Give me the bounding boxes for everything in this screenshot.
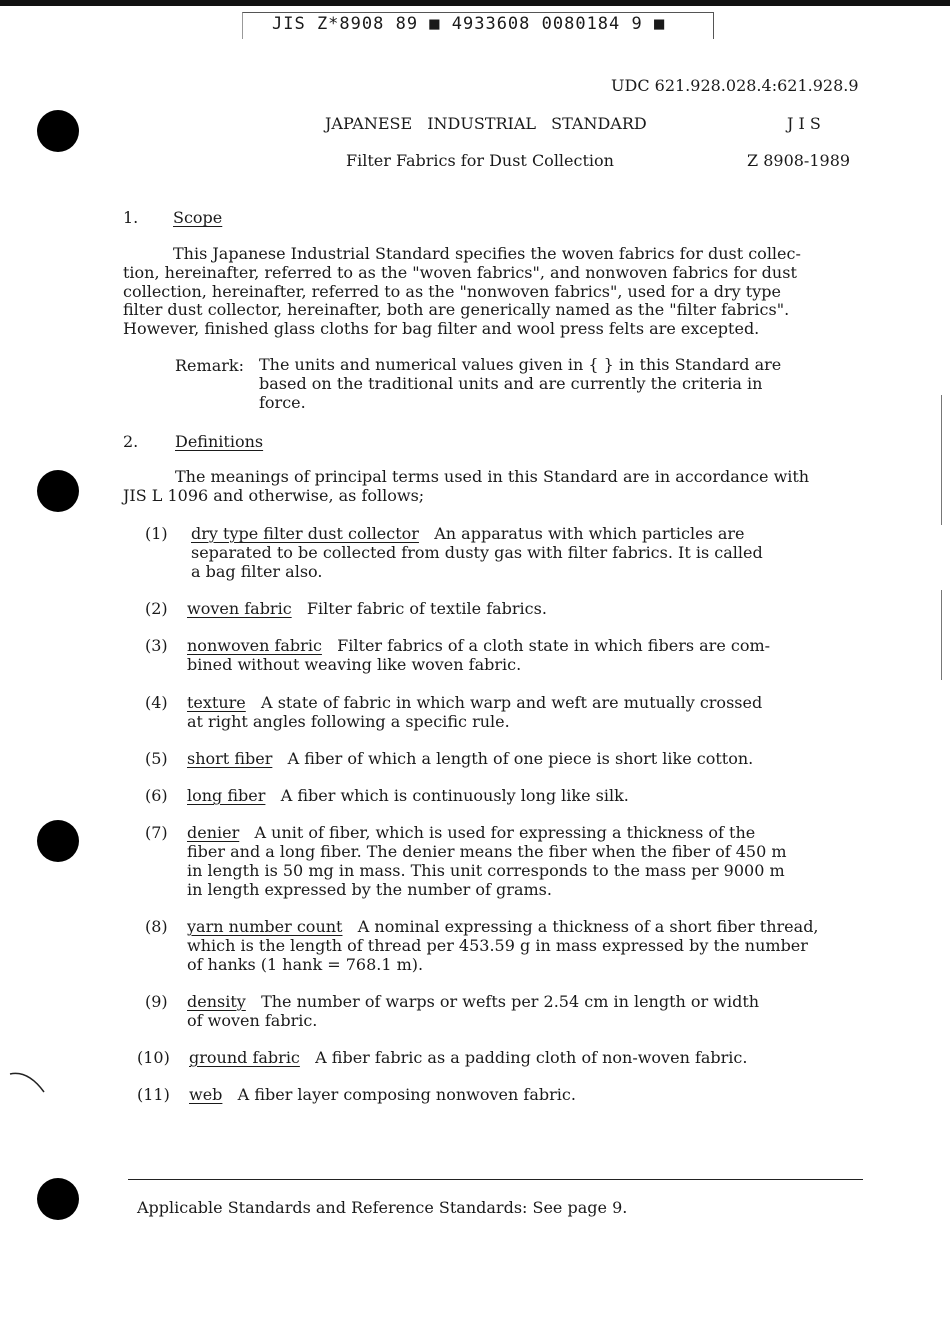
jis-label: J I S: [787, 114, 821, 133]
footer-rule: [128, 1179, 863, 1180]
item-number: (7): [145, 823, 168, 842]
item-first-line: [187, 786, 629, 805]
item-first-line: [187, 636, 770, 655]
scope-paragraph: [123, 245, 856, 339]
section-heading: Scope: [173, 208, 223, 227]
binder-hole: [37, 820, 79, 862]
item-term: nonwoven fabric: [187, 636, 322, 655]
item-line: fiber and a long fiber. The denier means the fiber when the fiber of 450 m: [187, 842, 787, 861]
item-first-line: [189, 1048, 747, 1067]
doc-number: Z 8908-1989: [747, 151, 851, 170]
item-first-line: [187, 599, 547, 618]
scan-edge-line: [941, 590, 942, 680]
item-number: (3): [145, 636, 168, 655]
item-number: (8): [145, 917, 168, 936]
item-term: denier: [187, 823, 240, 842]
binder-hole: [37, 470, 79, 512]
item-number: (11): [137, 1085, 170, 1104]
item-line: a bag filter also.: [191, 562, 323, 581]
item-number: (5): [145, 749, 168, 768]
item-text: An apparatus with which particles are: [434, 524, 745, 543]
remark-text: [259, 356, 839, 412]
item-number: (9): [145, 992, 168, 1011]
section-number: 1.: [123, 208, 139, 227]
header-bracket: [242, 12, 714, 39]
item-term: long fiber: [187, 786, 266, 805]
item-line: of hanks (1 hank = 768.1 m).: [187, 955, 424, 974]
section-heading: Definitions: [175, 432, 264, 451]
item-text: A fiber fabric as a padding cloth of non-woven fabric.: [315, 1048, 748, 1067]
item-text: A unit of fiber, which is used for expressing a thickness of the: [254, 823, 756, 842]
item-text: The number of warps or wefts per 2.54 cm in length or width: [261, 992, 760, 1011]
item-line: in length is 50 mg in mass. This unit corresponds to the mass per 9000 m: [187, 861, 785, 880]
binder-hole: [37, 1178, 79, 1220]
paragraph-line: The meanings of principal terms used in this Standard are in accordance with: [175, 467, 810, 486]
paragraph-line: JIS L 1096 and otherwise, as follows;: [123, 485, 425, 505]
scan-mark: [8, 1068, 48, 1098]
item-first-line: [187, 992, 759, 1011]
item-text: A nominal expressing a thickness of a short fiber thread,: [357, 917, 819, 936]
item-first-line: [191, 524, 745, 543]
udc-code: UDC 621.928.028.4:621.928.9: [611, 76, 859, 95]
item-term: density: [187, 992, 246, 1011]
remark-line: force.: [259, 392, 306, 412]
section-number: 2.: [123, 432, 139, 451]
item-line: at right angles following a specific rule.: [187, 712, 510, 731]
item-term: dry type filter dust collector: [191, 524, 419, 543]
item-first-line: [187, 823, 755, 842]
item-first-line: [187, 749, 753, 768]
paragraph-line: collection, hereinafter, referred to as the "nonwoven fabrics", used for a dry type: [123, 281, 781, 301]
item-first-line: [187, 917, 819, 936]
item-text: A fiber layer composing nonwoven fabric.: [237, 1085, 576, 1104]
item-first-line: [187, 693, 762, 712]
item-text: A fiber of which a length of one piece is short like cotton.: [287, 749, 754, 768]
item-term: short fiber: [187, 749, 273, 768]
item-number: (4): [145, 693, 168, 712]
item-term: ground fabric: [189, 1048, 300, 1067]
item-text: Filter fabric of textile fabrics.: [306, 599, 547, 618]
binder-hole: [37, 110, 79, 152]
item-first-line: [189, 1085, 576, 1104]
item-number: (1): [145, 524, 168, 543]
item-number: (10): [137, 1048, 170, 1067]
remark-line: based on the traditional units and are currently the criteria in: [259, 373, 763, 393]
item-term: woven fabric: [187, 599, 292, 618]
doc-title: Filter Fabrics for Dust Collection: [346, 151, 614, 170]
item-text: A state of fabric in which warp and weft are mutually crossed: [261, 693, 763, 712]
item-line: in length expressed by the number of grams.: [187, 880, 552, 899]
paragraph-line: This Japanese Industrial Standard specifies the woven fabrics for dust collec-: [173, 244, 801, 263]
item-line: separated to be collected from dusty gas with filter fabrics. It is called: [191, 543, 763, 562]
scan-edge-line: [941, 395, 942, 525]
item-line: which is the length of thread per 453.59 g in mass expressed by the number: [187, 936, 808, 955]
item-term: web: [189, 1085, 223, 1104]
item-line: of woven fabric.: [187, 1011, 318, 1030]
paragraph-line: tion, hereinafter, referred to as the "woven fabrics", and nonwoven fabrics for dust: [123, 262, 797, 282]
paragraph-line: filter dust collector, hereinafter, both are generically named as the "filter fabrics".: [123, 300, 790, 320]
item-text: Filter fabrics of a cloth state in which fibers are com-: [337, 636, 771, 655]
remark-line: The units and numerical values given in { } in this Standard are: [259, 355, 782, 374]
standard-org: JAPANESE INDUSTRIAL STANDARD: [325, 114, 647, 133]
paragraph-line: However, finished glass cloths for bag filter and wool press felts are excepted.: [123, 319, 760, 339]
item-number: (2): [145, 599, 168, 618]
item-text: A fiber which is continuously long like silk.: [280, 786, 629, 805]
header-code-text: JIS Z*8908 89 ■ 4933608 0080184 9 ■: [272, 14, 666, 34]
item-line: bined without weaving like woven fabric.: [187, 655, 522, 674]
item-term: texture: [187, 693, 246, 712]
remark-label: Remark:: [175, 356, 244, 375]
item-term: yarn number count: [187, 917, 343, 936]
top-scan-border: [0, 0, 950, 6]
footer-note: Applicable Standards and Reference Standards: See page 9.: [137, 1198, 628, 1217]
definitions-intro: [123, 468, 851, 506]
item-number: (6): [145, 786, 168, 805]
